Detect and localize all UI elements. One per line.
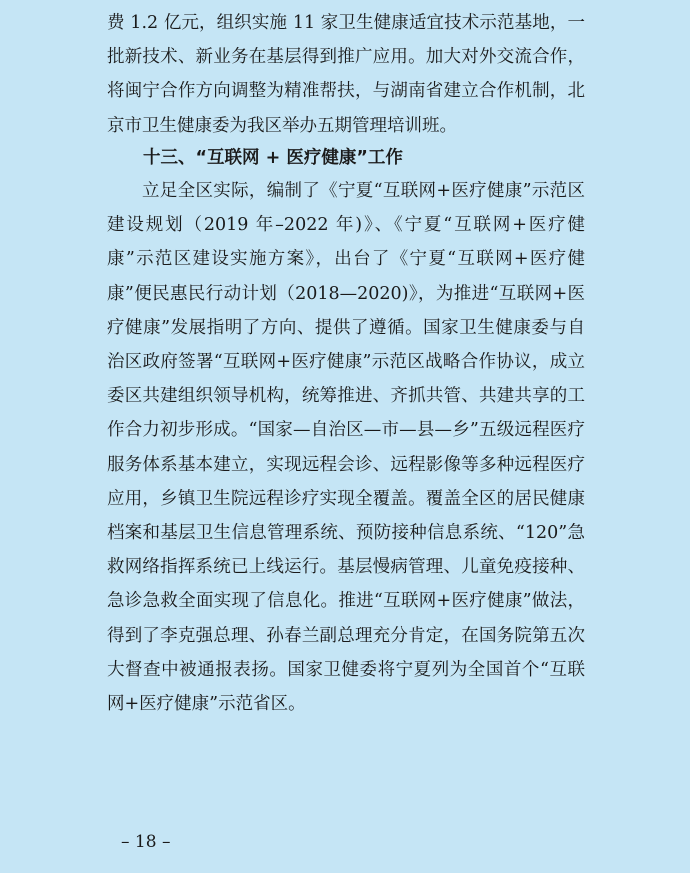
page-number: – 18 – <box>121 832 171 852</box>
continuation-paragraph: 费 1.2 亿元，组织实施 11 家卫生健康适宜技术示范基地，一批新技术、新业务在基层得到推广应用。加大对外交流合作，将闽宁合作方向调整为精准帮扶，与湖南省建立合作机制，北京市卫生健康委为我区举办五期管理培训班。 <box>107 13 585 136</box>
body-paragraph: 立足全区实际，编制了《宁夏“互联网+医疗健康”示范区建设规划（2019 年–2022 年)》、《宁夏“互联网+医疗健康”示范区建设实施方案》，出台了《宁夏“互联网+医疗健康”便民惠民行动计划（2018—2020)》，为推进“互联网+医疗健康”发展指明了方向、提供了遵循。国家卫生健康委与自治区政府签署“互联网+医疗健康”示范区战略合作协议，成立委区共建组织领导机构，统筹推进、齐抓共管、共建共享的工作合力初步形成。“国家—自治区—市—县—乡”五级远程医疗服务体系基本建立，实现远程会诊、远程影像等多种远程医疗应用，乡镇卫生院远程诊疗实现全覆盖。覆盖全区的居民健康档案和基层卫生信息管理系统、预防接种信息系统、“120”急救网络指挥系统已上线运行。基层慢病管理、儿童免疫接种、急诊急救全面实现了信息化。推进“互联网+医疗健康”做法，得到了李克强总理、孙春兰副总理充分肯定，在国务院第五次大督查中被通报表扬。国家卫健委将宁夏列为全国首个“互联网+医疗健康”示范省区。 <box>107 181 585 715</box>
section-heading: 十三、“互联网 + 医疗健康”工作 <box>143 148 403 168</box>
